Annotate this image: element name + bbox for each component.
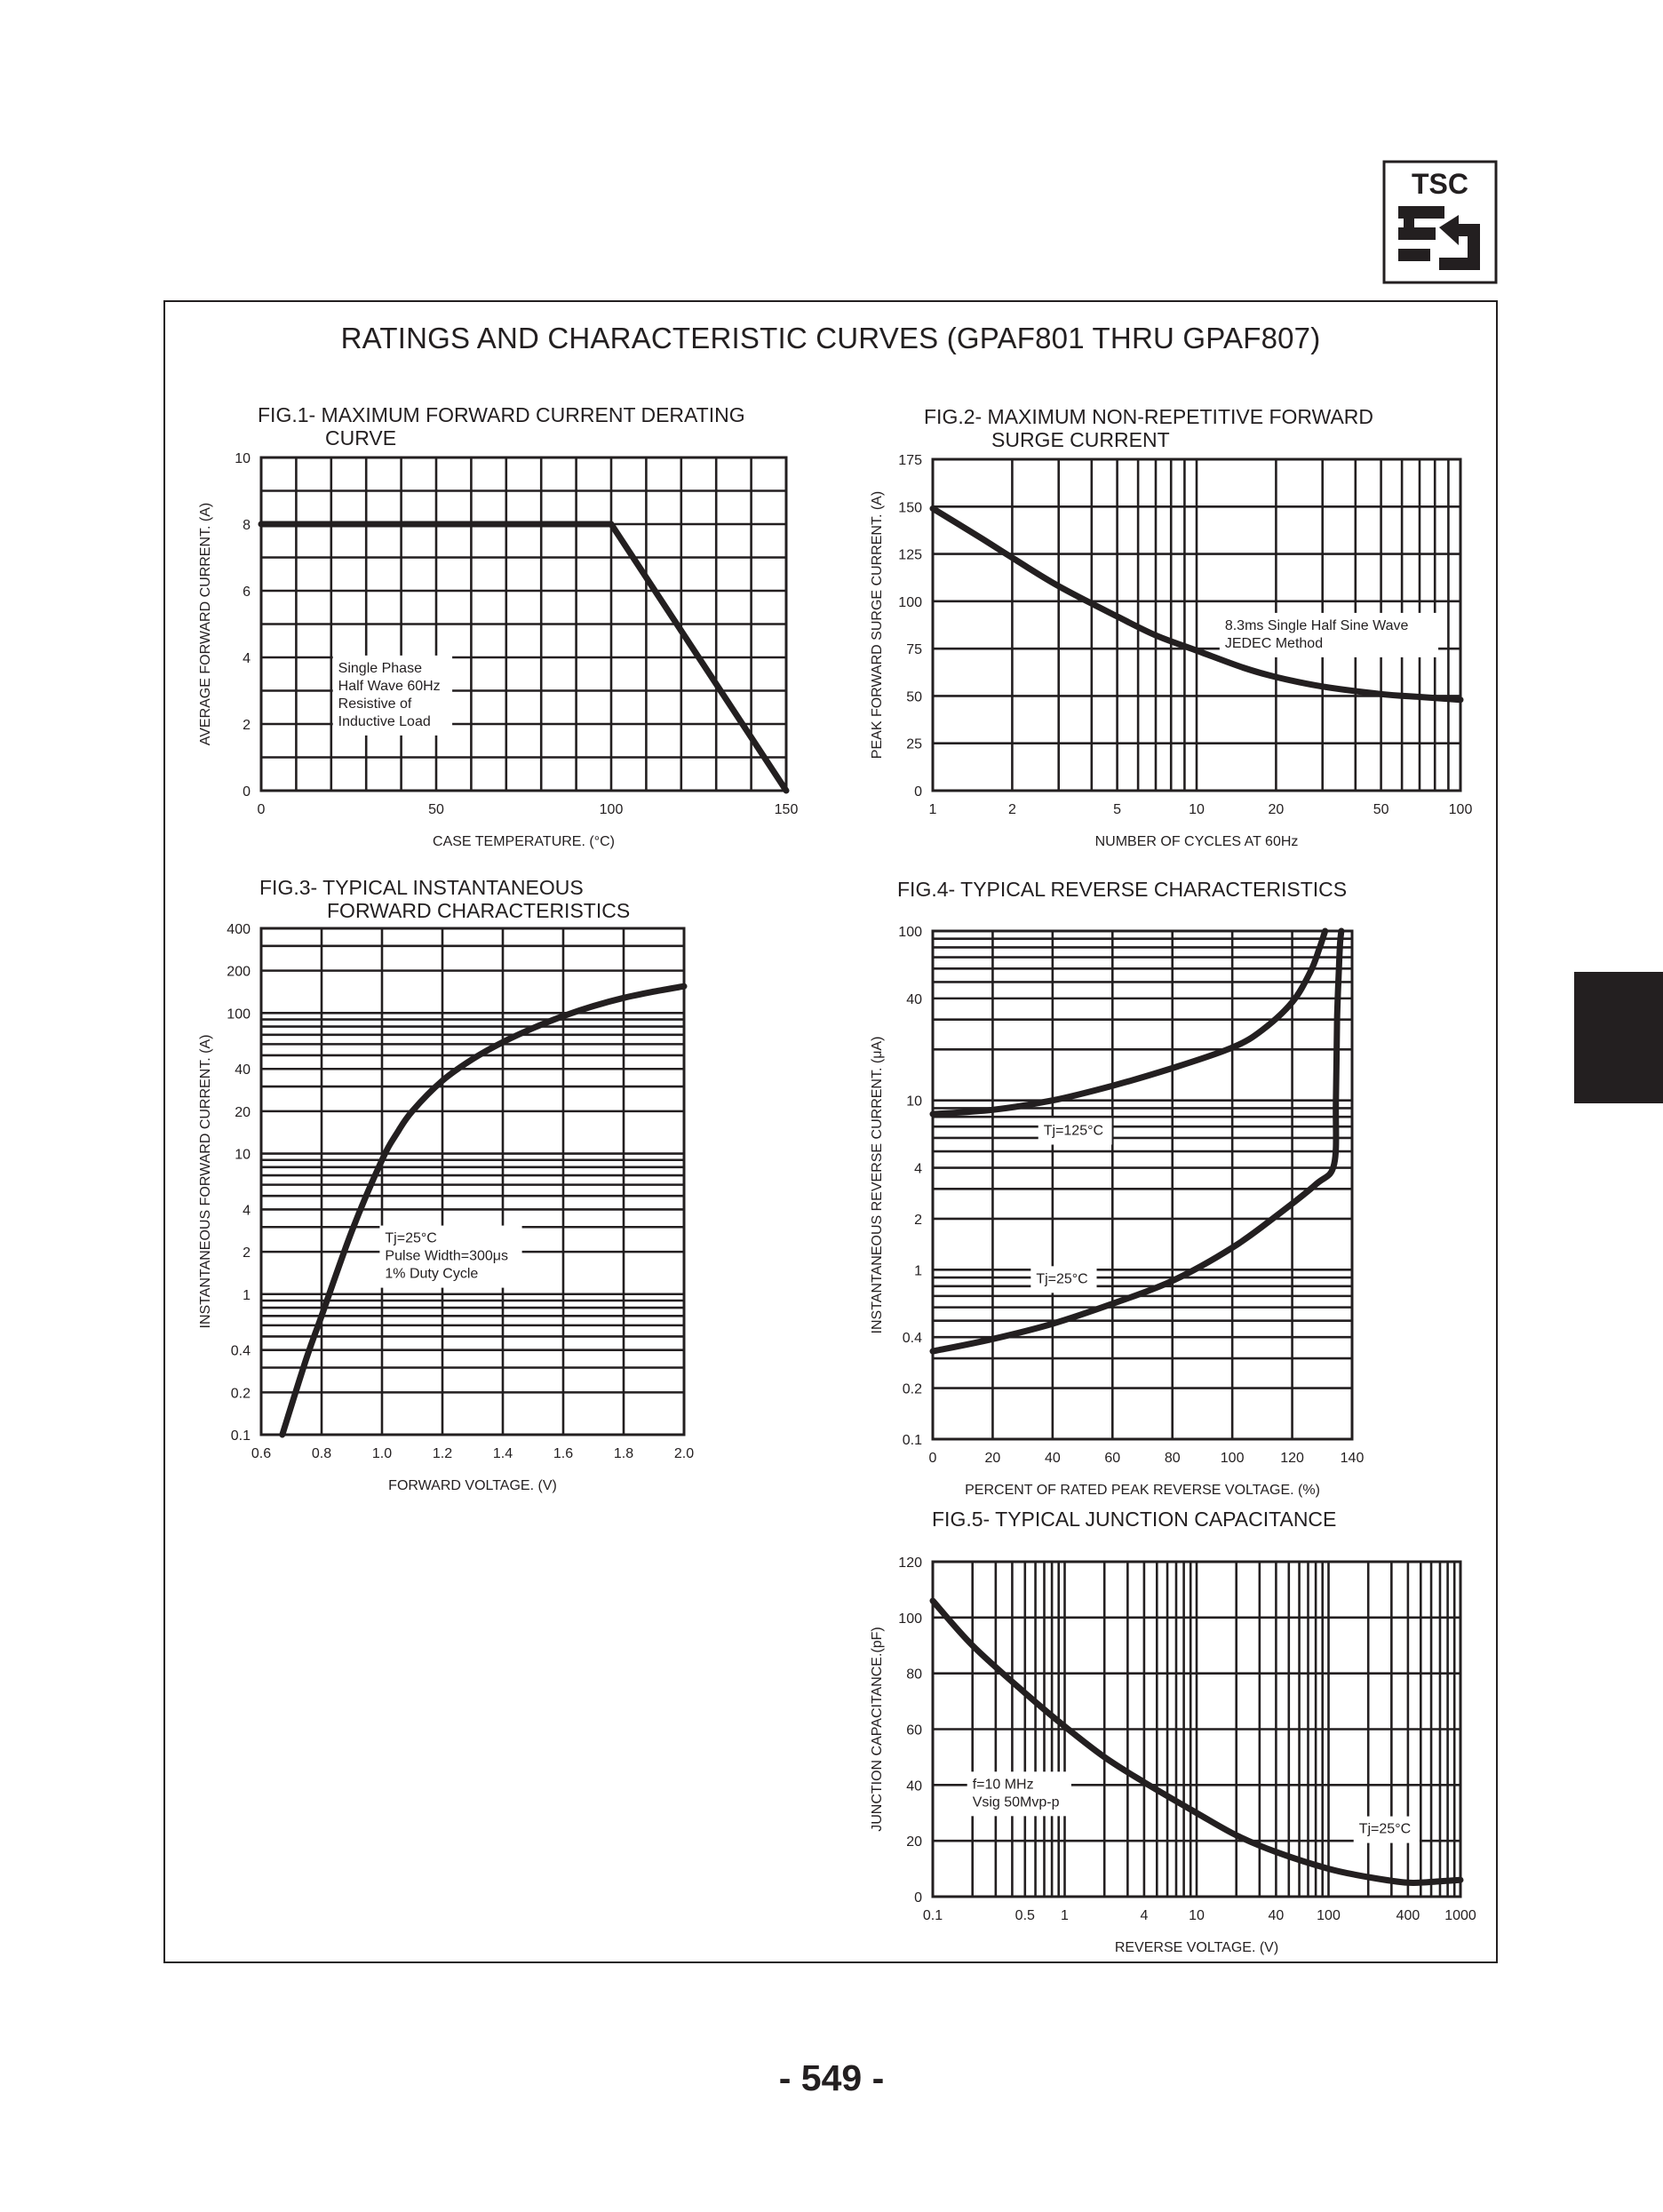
fig5-annotation [1354, 1817, 1420, 1843]
fig5-xtick-label: 100 [1317, 1908, 1341, 1923]
fig5-annotation [967, 1771, 1071, 1816]
fig3-ytick-label: 2 [243, 1245, 251, 1261]
fig3-xtick-label: 1.2 [432, 1446, 453, 1461]
fig4-xtick-label: 100 [1220, 1451, 1245, 1466]
logo-text: TSC [1412, 168, 1468, 200]
fig3-ytick-label: 0.4 [230, 1343, 251, 1359]
fig4-title: FIG.4- TYPICAL REVERSE CHARACTERISTICS [897, 878, 1348, 901]
fig1-ytick-label: 2 [243, 718, 251, 733]
fig1-xtick-label: 150 [774, 802, 799, 817]
fig4-xlabel: PERCENT OF RATED PEAK REVERSE VOLTAGE. (%) [965, 1483, 1320, 1498]
fig4-xtick-label: 0 [928, 1451, 937, 1466]
fig3-annotation-text: Pulse Width=300μs [385, 1248, 509, 1264]
fig2-annotation-text: JEDEC Method [1224, 635, 1324, 651]
fig2-ytick-label: 50 [906, 689, 922, 705]
fig3-title-line1: FIG.3- TYPICAL INSTANTANEOUS [259, 876, 584, 899]
fig1-title-line1: FIG.1- MAXIMUM FORWARD CURRENT DERATING [258, 403, 745, 426]
fig1-annotation-text: Single Phase [338, 660, 422, 676]
fig4-annotation-text: Tj=125°C [1043, 1123, 1104, 1139]
fig4-ytick-label: 10 [906, 1094, 922, 1110]
fig2-xtick-label: 50 [1373, 802, 1389, 817]
fig5-title: FIG.5- TYPICAL JUNCTION CAPACITANCE [932, 1508, 1337, 1531]
fig5-xtick-label: 1000 [1444, 1908, 1476, 1923]
fig5-ylabel: JUNCTION CAPACITANCE.(pF) [870, 1627, 885, 1832]
fig3-ytick-label: 0.1 [230, 1428, 251, 1444]
fig5-grid [933, 1562, 1460, 1897]
fig5-xtick-label: 0.1 [922, 1908, 943, 1923]
fig2-ylabel: PEAK FORWARD SURGE CURRENT. (A) [870, 490, 885, 760]
fig3-title-line2: FORWARD CHARACTERISTICS [327, 899, 631, 922]
page-number: - 549 - [778, 2057, 885, 2098]
fig4-xtick-label: 140 [1340, 1451, 1365, 1466]
fig4-ytick-label: 100 [898, 925, 922, 940]
fig5-xtick-label: 400 [1396, 1908, 1420, 1923]
fig3-ytick-label: 0.2 [230, 1386, 251, 1402]
fig2-xtick-label: 1 [928, 802, 937, 817]
fig1-xtick-label: 0 [257, 802, 266, 817]
fig2-xtick-label: 10 [1189, 802, 1205, 817]
fig3-ytick-label: 20 [235, 1104, 251, 1120]
fig5-xtick-label: 10 [1189, 1908, 1205, 1923]
fig4-xtick-label: 40 [1044, 1451, 1061, 1466]
fig2-xlabel: NUMBER OF CYCLES AT 60Hz [1094, 834, 1299, 849]
fig5-annotation-text: f=10 MHz [972, 1777, 1034, 1793]
fig3-xtick-label: 1.6 [553, 1446, 574, 1461]
fig4-ytick-label: 1 [914, 1263, 922, 1279]
fig1-ytick-label: 8 [243, 518, 251, 533]
fig2-xtick-label: 5 [1113, 802, 1122, 817]
fig4-ytick-label: 40 [906, 991, 922, 1007]
fig5-xtick-label: 40 [1268, 1908, 1285, 1923]
fig1-annotation-text: Inductive Load [338, 713, 431, 729]
fig4-xtick-label: 120 [1280, 1451, 1304, 1466]
fig5-ytick-label: 60 [906, 1723, 922, 1739]
fig2-ytick-label: 25 [906, 736, 922, 752]
fig4-ytick-label: 0.1 [902, 1433, 922, 1448]
fig3-ytick-label: 400 [227, 922, 251, 937]
fig2-ytick-label: 125 [898, 547, 922, 563]
fig1-annotation-text: Resistive of [338, 696, 412, 712]
fig4-ytick-label: 4 [914, 1161, 922, 1177]
fig4-annotation-text: Tj=25°C [1036, 1271, 1088, 1287]
fig4-ytick-label: 0.2 [902, 1381, 922, 1397]
fig3-annotation-text: 1% Duty Cycle [385, 1266, 479, 1282]
fig3-xtick-label: 1.4 [492, 1446, 513, 1461]
fig1-ytick-label: 0 [243, 784, 251, 800]
fig2-ytick-label: 150 [898, 500, 922, 516]
fig4-xtick-label: 20 [984, 1451, 1001, 1466]
fig5-xtick-label: 1 [1061, 1908, 1069, 1923]
fig3-xtick-label: 0.8 [311, 1446, 332, 1461]
fig3-ytick-label: 10 [235, 1147, 251, 1163]
fig1-xtick-label: 50 [428, 802, 444, 817]
fig3-ytick-label: 100 [227, 1007, 251, 1022]
fig3-xtick-label: 1.8 [613, 1446, 634, 1461]
fig2-ytick-label: 175 [898, 453, 922, 468]
fig5-ytick-label: 0 [914, 1890, 922, 1906]
fig5-ytick-label: 100 [898, 1611, 922, 1627]
fig2-ytick-label: 100 [898, 594, 922, 610]
fig3-ylabel: INSTANTANEOUS FORWARD CURRENT. (A) [198, 1034, 213, 1329]
fig1-ytick-label: 10 [235, 451, 251, 466]
section-tab [1574, 972, 1663, 1103]
fig5-ytick-label: 20 [906, 1834, 922, 1850]
fig4-ytick-label: 2 [914, 1212, 922, 1228]
fig2-xtick-label: 100 [1448, 802, 1473, 817]
fig1-ylabel: AVERAGE FORWARD CURRENT. (A) [198, 502, 213, 746]
fig1-annotation-text: Half Wave 60Hz [338, 678, 441, 694]
fig1-ytick-label: 6 [243, 585, 251, 600]
fig3-ytick-label: 4 [243, 1203, 251, 1219]
fig5-annotation-text: Vsig 50Mvp-p [972, 1794, 1060, 1810]
fig5-ytick-label: 40 [906, 1778, 922, 1794]
page-title: RATINGS AND CHARACTERISTIC CURVES (GPAF801 THRU GPAF807) [340, 322, 1321, 354]
fig3-ytick-label: 40 [235, 1062, 251, 1078]
fig2-ytick-label: 75 [906, 642, 922, 658]
fig4-ylabel: INSTANTANEOUS REVERSE CURRENT. (μA) [870, 1036, 885, 1334]
fig5-xlabel: REVERSE VOLTAGE. (V) [1114, 1940, 1279, 1955]
fig3-ytick-label: 200 [227, 964, 251, 980]
fig5-ytick-label: 80 [906, 1667, 922, 1683]
fig1-ytick-label: 4 [243, 651, 251, 666]
fig4-xtick-label: 60 [1104, 1451, 1121, 1466]
fig5-annotation-text: Tj=25°C [1358, 1821, 1412, 1837]
fig3-annotation-text: Tj=25°C [385, 1230, 437, 1246]
fig3-ytick-label: 1 [243, 1287, 251, 1303]
fig5-xtick-label: 0.5 [1015, 1908, 1035, 1923]
fig2-xtick-label: 2 [1007, 802, 1016, 817]
fig5-ytick-label: 120 [898, 1556, 922, 1571]
fig4-ytick-label: 0.4 [902, 1331, 922, 1347]
fig2-xtick-label: 20 [1268, 802, 1285, 817]
fig4-xtick-label: 80 [1164, 1451, 1181, 1466]
fig5-xtick-label: 4 [1140, 1908, 1149, 1923]
fig1-xlabel: CASE TEMPERATURE. (°C) [433, 834, 615, 849]
fig3-xlabel: FORWARD VOLTAGE. (V) [388, 1478, 557, 1493]
fig2-title-line1: FIG.2- MAXIMUM NON-REPETITIVE FORWARD [924, 405, 1374, 428]
fig3-xtick-label: 1.0 [371, 1446, 393, 1461]
fig2-ytick-label: 0 [914, 784, 922, 800]
fig2-title-line2: SURGE CURRENT [991, 428, 1170, 451]
fig3-xtick-label: 0.6 [251, 1446, 272, 1461]
fig1-xtick-label: 100 [599, 802, 624, 817]
fig3-xtick-label: 2.0 [673, 1446, 695, 1461]
fig1-title-line2: CURVE [325, 426, 397, 450]
fig2-annotation-text: 8.3ms Single Half Sine Wave [1224, 617, 1409, 633]
